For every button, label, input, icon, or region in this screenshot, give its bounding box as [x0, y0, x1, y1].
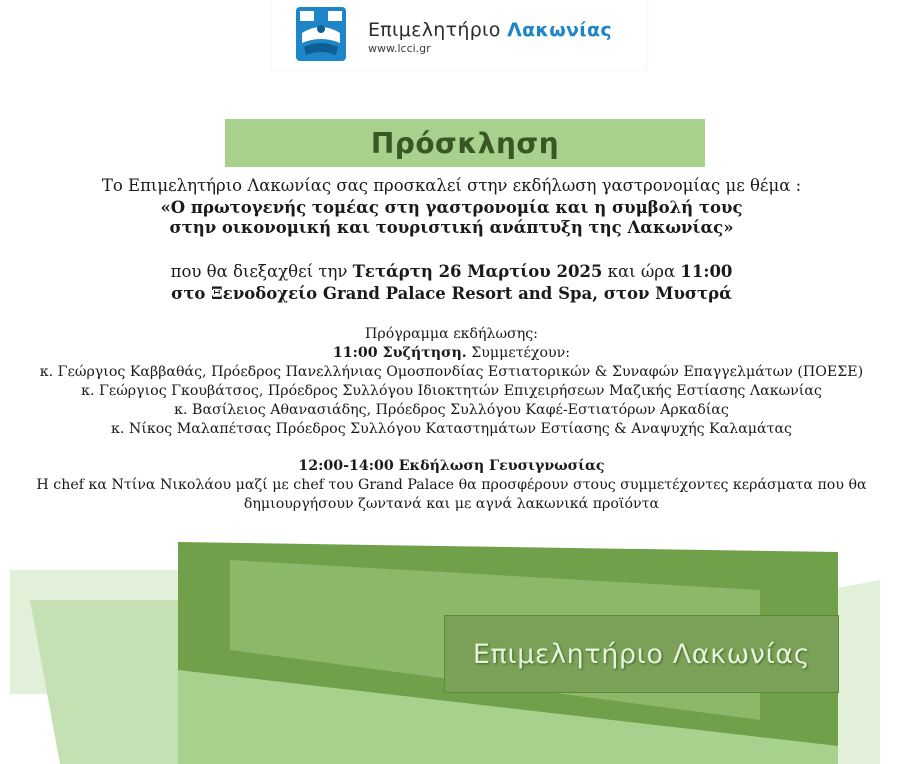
- tasting-line-2: δημιουργήσουν ζωντανά και με αγνά λακωνικά προϊόντα: [243, 496, 660, 512]
- participant-item: κ. Γεώργιος Καββαθάς, Πρόεδρος Πανελλήνιας Ομοσπονδίας Εστιατορικών & Συναφών Επαγγελμάτων (ΠΟΕΣΕ): [39, 364, 864, 380]
- intro-text: Το Επιμελητήριο Λακωνίας σας προσκαλεί στην εκδήλωση γαστρονομίας με θέμα :: [101, 176, 802, 195]
- participant-item: κ. Βασίλειος Αθανασιάδης, Πρόεδρος Συλλόγου Καφέ-Εστιατόρων Αρκαδίας: [174, 402, 729, 418]
- when-line: [0, 262, 903, 281]
- theme-line-2: στην οικονομική και τουριστική ανάπτυξη της Λακωνίας»: [169, 218, 734, 237]
- participants-label: Συμμετέχουν:: [471, 345, 571, 361]
- logo-org-name: [368, 19, 612, 41]
- participant-item: κ. Νίκος Μαλαπέτσας Πρόεδρος Συλλόγου Καταστημάτων Εστίασης & Αναψυχής Καλαμάτας: [111, 421, 792, 437]
- program-heading: Πρόγραμμα εκδήλωσης:: [365, 326, 538, 342]
- logo-url: www.lcci.gr: [368, 42, 431, 55]
- venue-line: στο Ξενοδοχείο Grand Palace Resort and Spa, στον Μυστρά: [171, 284, 732, 303]
- invitation-title: Πρόσκληση: [370, 126, 560, 160]
- participant-item: κ. Γεώργιος Γκουβάτσος, Πρόεδρος Συλλόγου Ιδιοκτητών Επιχειρήσεων Μαζικής Εστίασης Λακωνίας: [81, 383, 822, 399]
- when-prefix: που θα διεξαχθεί την: [170, 262, 348, 281]
- discussion-line: [0, 345, 903, 361]
- event-date: Τετάρτη 26 Μαρτίου 2025: [352, 262, 603, 281]
- header-logo: [272, 0, 647, 70]
- logo-name-prefix: Επιμελητήριο: [368, 19, 501, 41]
- footer-label-box: [444, 615, 839, 693]
- tasting-line-1: Η chef κα Ντίνα Νικολάου μαζί με chef του Grand Palace θα προσφέρουν στους συμμετέχοντες κεράσματα που θα: [36, 477, 867, 493]
- chamber-emblem-icon: [290, 3, 352, 65]
- logo-name-accent: Λακωνίας: [507, 19, 612, 41]
- event-time: 11:00: [680, 262, 733, 281]
- discussion-label: 11:00 Συζήτηση.: [332, 345, 467, 361]
- tasting-heading: 12:00-14:00 Εκδήλωση Γευσιγνωσίας: [298, 458, 605, 474]
- time-prefix: και ώρα: [607, 262, 676, 281]
- title-banner: [225, 119, 705, 167]
- footer-label: Επιμελητήριο Λακωνίας: [472, 638, 811, 670]
- theme-line-1: «Ο πρωτογενής τομέας στη γαστρονομία και η συμβολή τους: [160, 198, 743, 217]
